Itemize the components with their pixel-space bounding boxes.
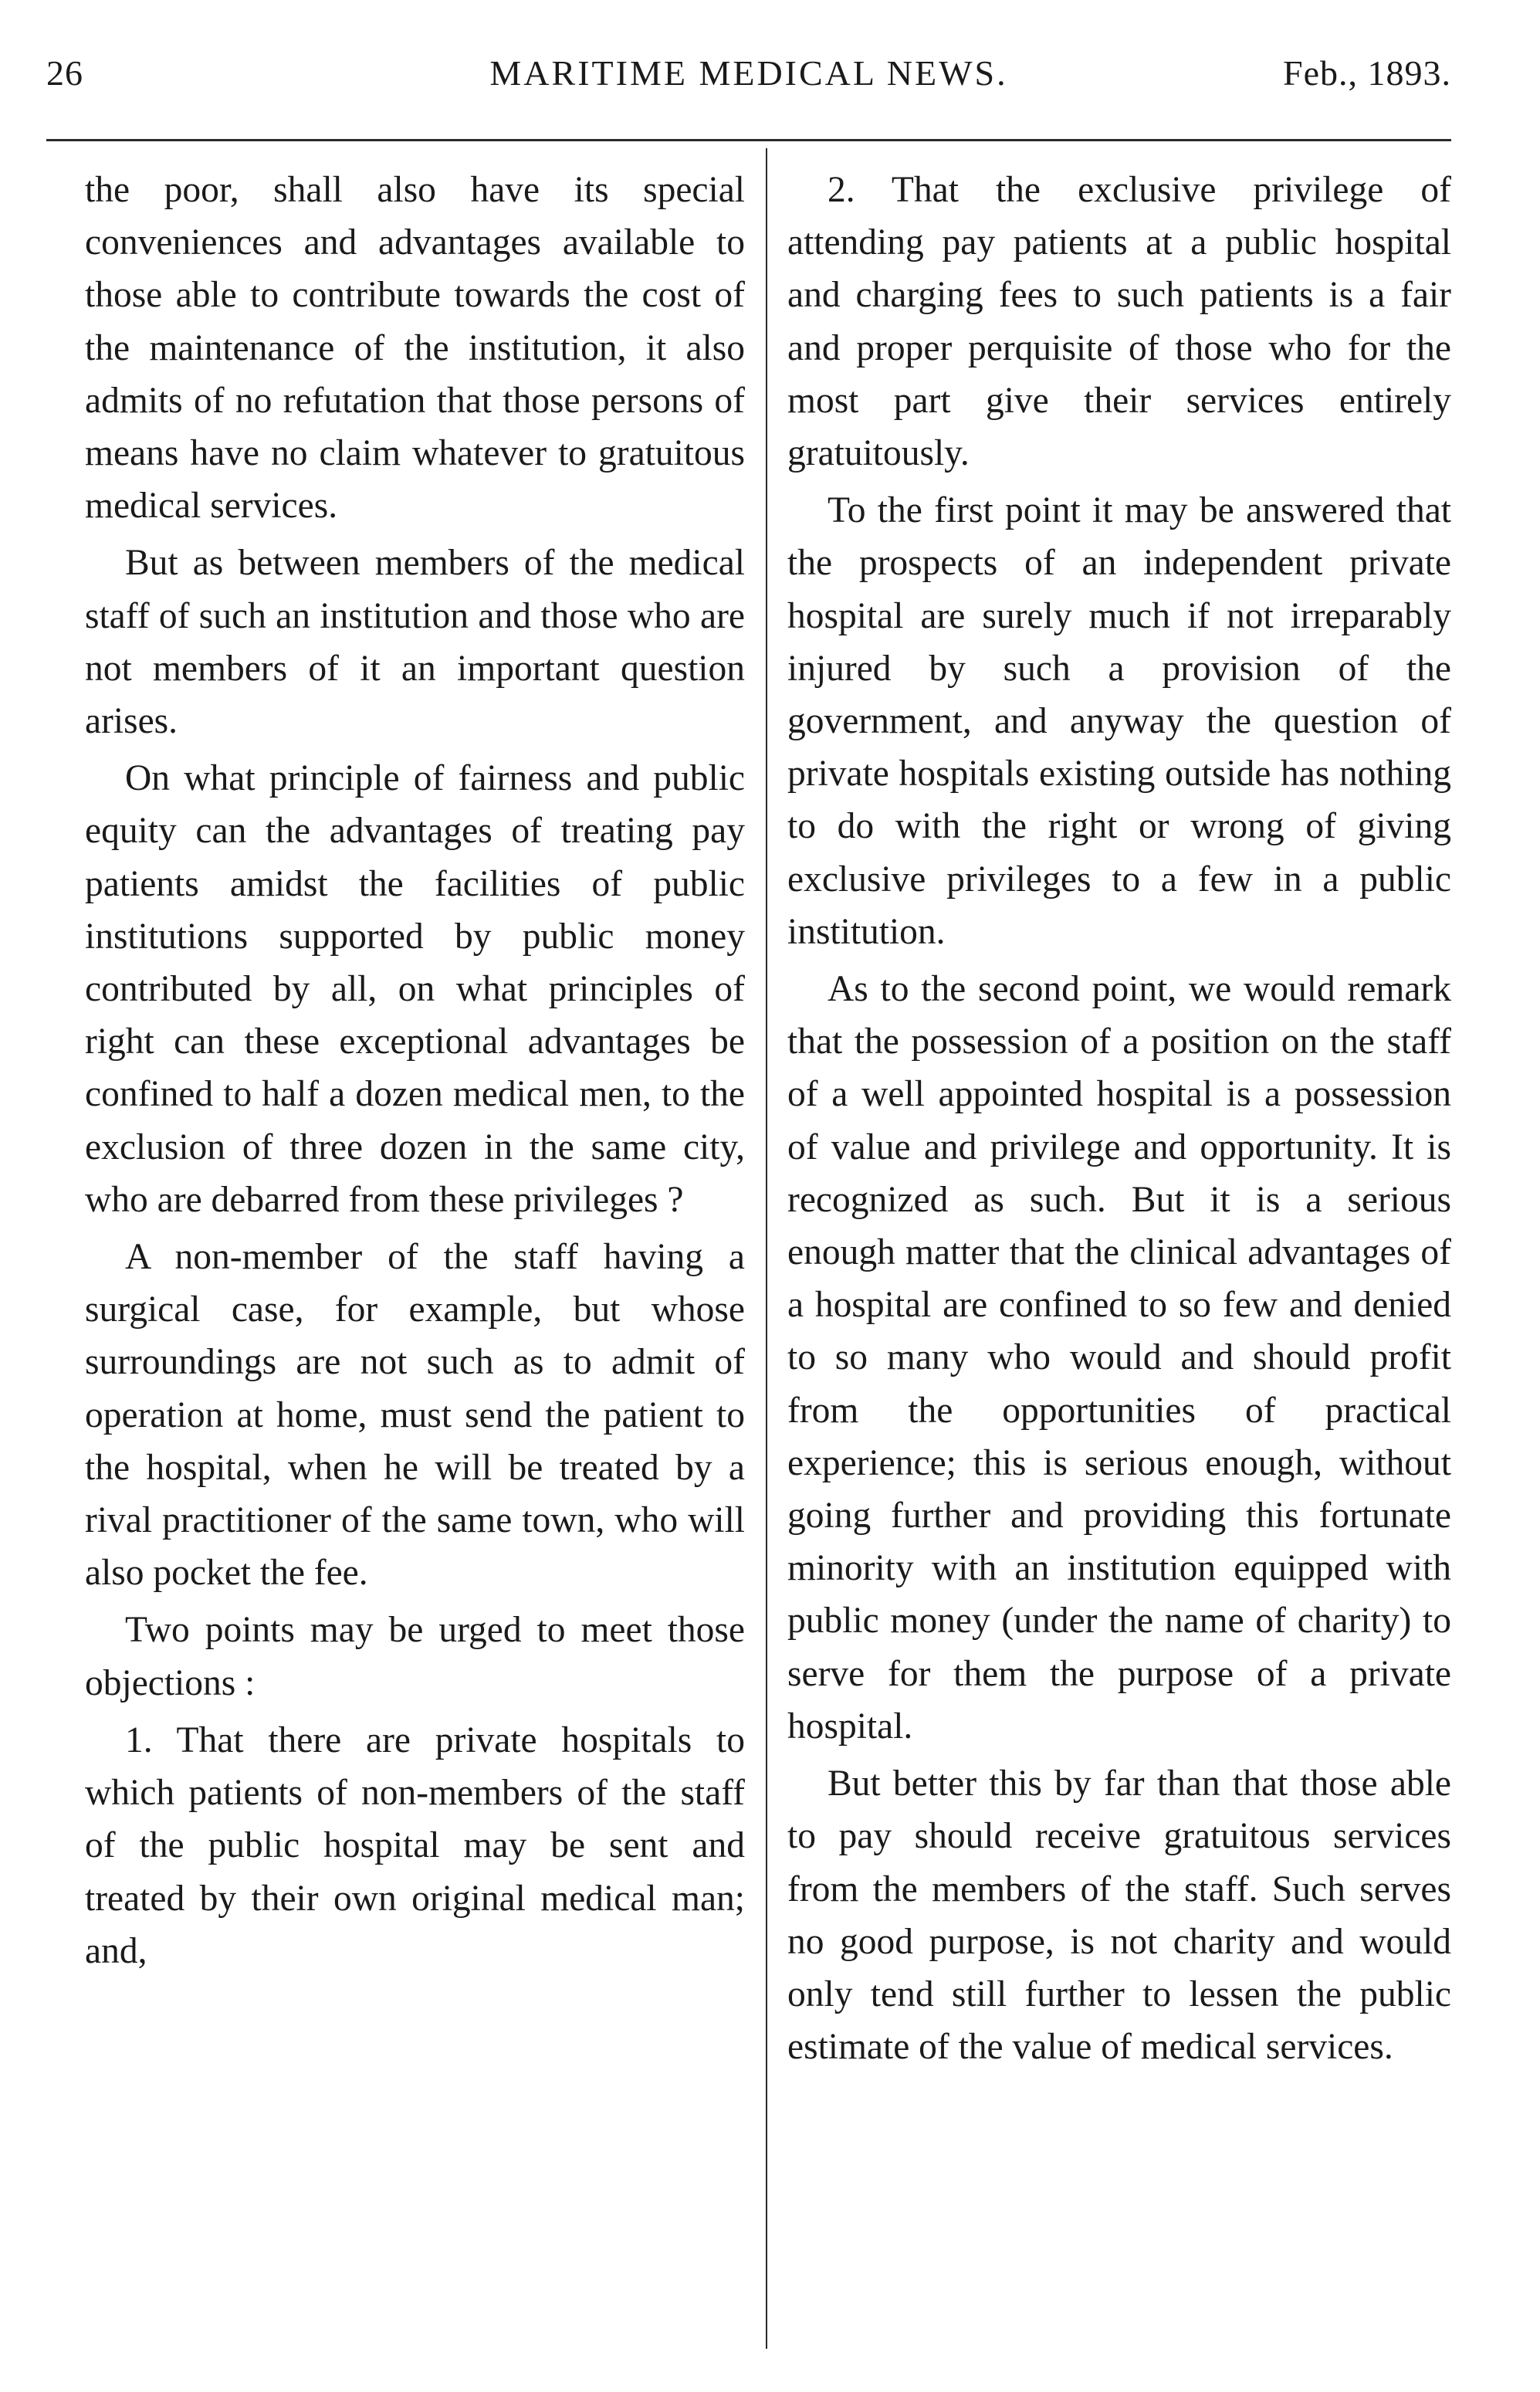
- column-divider: [766, 148, 767, 2349]
- paragraph: the poor, shall also have its special conveniences and advantages available to those able to contribute towards the cost of the maintenance of the institution, it also admits of no refutation that those persons of means have no claim whatever to gratuitous medical services.: [85, 170, 745, 527]
- paragraph: But as between members of the medical staff of such an institution and those who are not members of it an important question arises.: [85, 543, 745, 742]
- paragraph: On what principle of fairness and public equity can the advantages of treating pay patients amidst the facilities of public institutions supported by public money contributed by all, on what principles of right can these exceptional advantages be confined to half a dozen medical men, to the exclusion of three dozen in the same city, who are debarred from these privileges ?: [85, 758, 745, 1220]
- paragraph: A non-member of the staff having a surgical case, for example, but whose surroundings are not such as to admit of operation at home, must send the patient to the hospital, when he will be treated by a rival practitioner of the same town, who will also pocket the fee.: [85, 1237, 745, 1594]
- header-rule: [46, 139, 1451, 141]
- paragraph: To the first point it may be answered that the prospects of an independent private hospital are surely much if not irreparably injured by such a provision of the government, and anyway the question of private hospitals existing outside has nothing to do with the right or wrong of giving exclusive privileges to a few in a public institution.: [787, 490, 1451, 952]
- paragraph: 1. That there are private hospitals to which patients of non-members of the staff of the public hospital may be sent and treated by their own original medical man; and,: [85, 1719, 745, 1971]
- journal-title: MARITIME MEDICAL NEWS.: [489, 53, 1008, 93]
- right-column: [787, 164, 1451, 2078]
- paragraph: But better this by far than that those able to pay should receive gratuitous services from the members of the staff. Such serves no good purpose, is not charity and would only tend still further to lessen the public estimate of the value of medical services.: [787, 1764, 1451, 2068]
- paragraph: As to the second point, we would remark that the possession of a position on the staff of a well appointed hospital is a possession of value and privilege and opportunity. It is recognized as such. But it is a serious enough matter that the clinical advantages of a hospital are confined to so few and denied to so many who would and should profit from the opportunities of practical experience; this is serious enough, without going further and providing this fortunate minority with an institution equipped with public money (under the name of charity) to serve for them the purpose of a private hospital.: [787, 969, 1451, 1747]
- paragraph: 2. That the exclusive privilege of attending pay patients at a public hospital and charging fees to such patients is a fair and proper perquisite of those who for the most part give their services entirely gratuitously.: [787, 170, 1451, 474]
- left-column: [85, 164, 745, 1982]
- issue-date: Feb., 1893.: [1283, 53, 1451, 93]
- paragraph: Two points may be urged to meet those objections :: [85, 1610, 745, 1703]
- running-head: [46, 53, 1451, 107]
- page-number: 26: [46, 53, 83, 93]
